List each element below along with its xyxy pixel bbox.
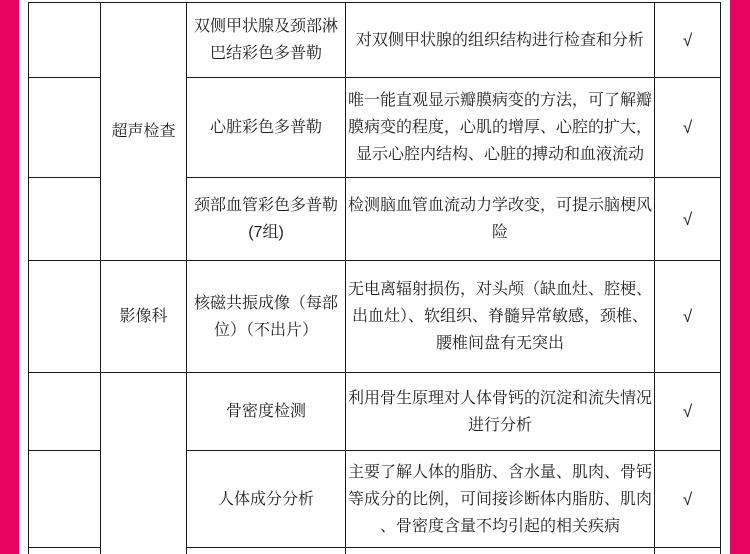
check-cell: √ [655,261,721,373]
table-row [29,3,721,78]
item-name-cell [187,548,346,554]
check-cell: √ [655,451,721,548]
check-cell: √ [655,78,721,178]
check-cell: √ [655,178,721,261]
item-desc-cell: 检测脑血管血流动力学改变，可提示脑梗风险 [346,178,655,261]
row-blank-cell [29,78,101,178]
row-blank-cell [29,178,101,261]
item-desc-cell: 唯一能直观显示瓣膜病变的方法，可了解瓣膜病变的程度，心肌的增厚、心腔的扩大，显示心腔内结构、心脏的搏动和血液流动 [346,78,655,178]
exam-table-wrap [28,2,722,554]
item-desc-cell: 对双侧甲状腺的组织结构进行检查和分析 [346,3,655,78]
category-cell-empty [101,373,187,554]
row-blank-cell [29,548,101,554]
check-cell: √ [655,373,721,451]
item-name-cell: 核磁共振成像（每部位）（不出片） [187,261,346,373]
item-desc-cell [346,548,655,554]
left-accent-bar [0,0,19,554]
item-name-cell: 人体成分分析 [187,451,346,548]
item-name-cell: 骨密度检测 [187,373,346,451]
row-blank-cell [29,373,101,451]
item-desc-cell: 无电离辐射损伤，对头颅（缺血灶、腔梗、出血灶）、软组织、脊髓异常敏感，颈椎、腰椎间盘有无突出 [346,261,655,373]
check-cell: √ [655,3,721,78]
item-desc-cell: 利用骨生原理对人体骨钙的沉淀和流失情况进行分析 [346,373,655,451]
row-blank-cell [29,261,101,373]
item-name-cell: 颈部血管彩色多普勒(7组) [187,178,346,261]
row-blank-cell [29,451,101,548]
item-name-cell: 心脏彩色多普勒 [187,78,346,178]
row-blank-cell [29,3,101,78]
item-desc-cell: 主要了解人体的脂肪、含水量、肌肉、骨钙等成分的比例，可间接诊断体内脂肪、肌肉、骨密度含量不均引起的相关疾病 [346,451,655,548]
category-cell-ultrasound: 超声检查 [101,3,187,261]
table-row [29,261,721,373]
item-name-cell: 双侧甲状腺及颈部淋巴结彩色多普勒 [187,3,346,78]
right-accent-bar [730,0,750,554]
table-row [29,373,721,451]
category-cell-imaging: 影像科 [101,261,187,373]
exam-items-table [28,2,721,554]
check-cell [655,548,721,554]
